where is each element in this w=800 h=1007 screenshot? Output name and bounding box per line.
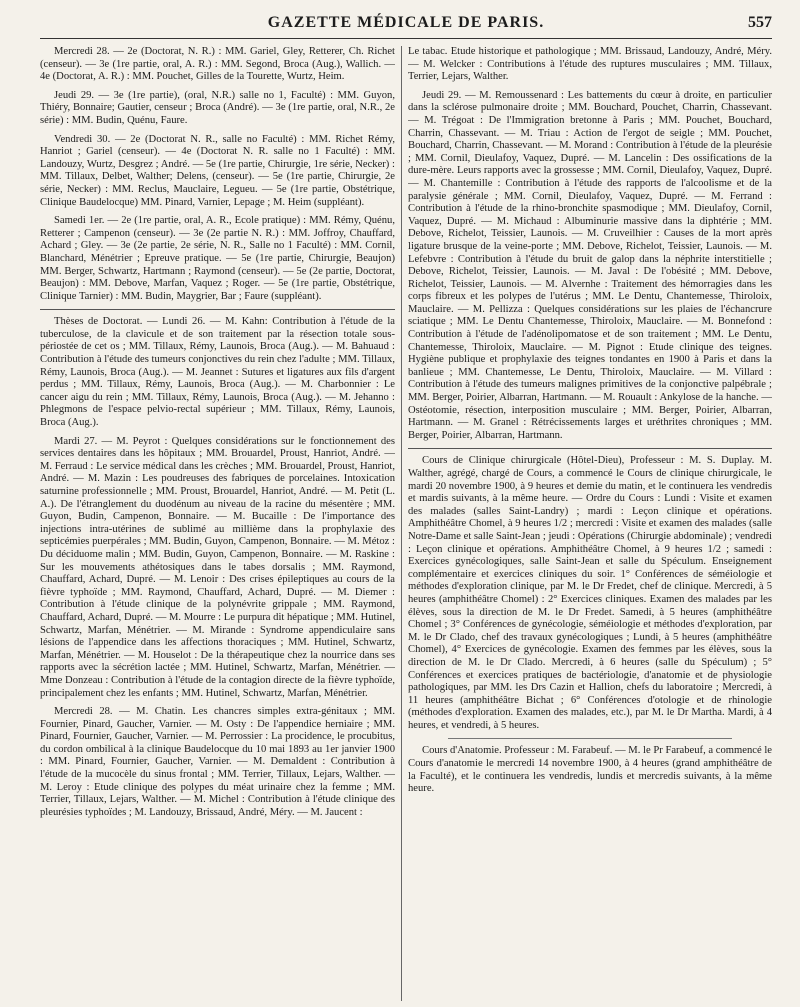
exam-schedule-samedi: Samedi 1er. — 2e (1re partie, oral, A. R., Ecole pratique) : MM. Rémy, Quénu, Retterer ; Campenon (censeur). — 3e (2e partie N. R.) : MM. Joffroy, Chauffard, Achard ; Gley. — 3e (2e partie, 2e série, N. R., Salle no 1 Faculté) : MM. Cornil, Blanchard, Ménétrier ; Epreuve pratique. — 5e (1re partie, Chirurgie, Beaujon) MM. Berger, Schwartz, Hartmann ; Raymond (censeur). — 5e (2e partie, Doctorat, Beaujon) : MM. Debove, Marfan, Vaquez ; Roger. — 5e (1re partie, Obstétrique, Clinique Tarnier) : MM. Budin, Maygrier, Bar ; Faure (suppléant). bbox=[40, 215, 395, 302]
theses-jeudi: Jeudi 29. — M. Remoussenard : Les battements du cœur à droite, en particulier dans la sclérose pulmonaire droite ; MM. Bouchard, Pouchet, Charrin, Chassevant. — M. Trégoat : De l'Immigration bretonne à Paris ; MM. Pouchet, Bouchard, Charrin, Chassevant. — M. Triau : Action de l'ergot de seigle ; MM. Pouchet, Bouchard, Charrin, Chassevant. — M. Morand : Contribution à l'étude de la pleurésie ; MM. Cornil, Dieulafoy, Vaquez, Dupré. — M. Lancelin : Des ossifications de la dure-mère. Leurs rapports avec la grossesse ; MM. Cornil, Dieulafoy, Vaquez, Dupré. — M. Chantemille : Contribution à l'étude des rapports de l'alcoolisme et de la paralysie générale ; MM. Cornil, Dieulafoy, Vaquez, Dupré. — M. Ferrand : Contribution à l'étude de la rhino-bronchite spasmodique ; MM. Dieulafoy, Cornil, Vaquez, Dupré. — M. Michaud : Albuminurie massive dans la diphtérie ; MM. Debove, Richelot, Teissier, Launois. — M. Cruveilhier : Causes de la mort après ligature brusque de la veine-porte ; MM. Debove, Richelot, Teissier, Launois. — M. Lefebvre : Contribution à l'étude du bruit de galop dans la néphrite interstitielle ; Debove, Richelot, Teissier, Launois. — M. Javal : De l'obésité ; MM. Debove, Richelot, Teissier, Launois. — M. Alvernhe : Traitement des hémorragies dans les corps fibreux et les polypes de l'utérus ; MM. Le Dentu, Chantemesse, Thiroloix, Mauclaire. — M. Pellizza : Quelques considérations sur les plaies de l'échancrure sciatique ; MM. Le Dentu Chantemesse, Thiroloix, Mauclaire. — M. Bonnefond : Contribution à l'étude de l'adénolipomatose et de son traitement ; MM. Le Dentu, Chantemesse, Thiroloix, Mauclaire. — M. Pignot : Etude clinique des teignes. Hygiène publique et prophylaxie des teignes tondantes en 1900 à Paris et dans la banlieue ; MM. Chantemesse, Le Dentu, Thiroloix, Mauclaire. — M. Villard : Contribution à l'étude des tumeurs malignes primitives de la conjonctive palpébrale ; MM. Berger, Poirier, Albarran, Hartmann. — M. Rouault : Ankylose de la hanche. — Ostéotomie, résection, interposition musculaire ; MM. Berger, Poirier, Albarran, Hartmann. — M. Granel : Rétrécissements larges et uréthrites chroniques ; MM. Berger, Poirier, Albarran, Hartmann. bbox=[408, 89, 772, 441]
cours-anatomie: Cours d'Anatomie. Professeur : M. Farabeuf. — M. le Pr Farabeuf, a commencé le Cours d'anatomie le mercredi 14 novembre 1900, à 4 heures (grand amphithéâtre de la Faculté), et le continuera les vendredis, lundis et mercredis suivants, à la même heure. bbox=[408, 745, 772, 795]
running-title: GAZETTE MÉDICALE DE PARIS. bbox=[267, 14, 545, 31]
short-rule bbox=[448, 738, 732, 739]
exam-schedule-jeudi: Jeudi 29. — 3e (1re partie), (oral, N.R.) salle no 1, Faculté) : MM. Guyon, Thiéry, Bonnaire; Gautier, censeur ; Broca (André). — 3e (1re partie, oral, N.R., 2e série) : MM. Budin, Quénu, Faure. bbox=[40, 89, 395, 126]
section-divider bbox=[408, 448, 772, 449]
theses-lundi: Thèses de Doctorat. — Lundi 26. — M. Kahn: Contribution à l'étude de la tuberculose, de la clavicule et de son traitement par la résection totale sous-périostée de cet os ; MM. Tillaux, Rémy, Launois, Broca (Aug.). — M. Bahuaud : Contribution à l'étude des tumeurs conjonctives du rein chez l'adulte ; MM. Tillaux, Rémy, Launois, Broca (Aug.). — M. Jeannet : Sutures et ligatures aux fils d'argent perdus ; MM. Tillaux, Rémy, Launois, Broca (Aug.). — M. Charbonnier : Le cancer aigu du rein ; MM. Tillaux, Rémy, Launois, Broca (Aug.). — M. Jehanno : Phlegmons de l'espace pelvio-rectal supérieur ; MM. Tillaux, Rémy, Launois, Broca (Aug.). bbox=[40, 316, 395, 429]
theses-mercredi-continued: Le tabac. Etude historique et pathologique ; MM. Brissaud, Landouzy, André, Méry. — M. Welcker : Contributions à l'étude des ruptures musculaires ; MM. Tillaux, Terrier, Lejars, Walther. bbox=[408, 46, 772, 83]
exam-schedule-mercredi: Mercredi 28. — 2e (Doctorat, N. R.) : MM. Gariel, Gley, Retterer, Ch. Richet (censeur). — 3e (1re partie, oral, A. R.) : MM. Segond, Broca (Aug.), Wallich. — 4e (Doctorat, A. R.) : MM. Pouchet, Gilles de la Tourette, Wurtz, Heim. bbox=[40, 46, 395, 83]
page-number: 557 bbox=[748, 14, 772, 31]
theses-mercredi: Mercredi 28. — M. Chatin. Les chancres simples extra-génitaux ; MM. Fournier, Pinard, Gaucher, Varnier. — M. Osty : De l'appendice herniaire ; MM. Pinard, Fournier, Gaucher, Varnier. — M. Perrossier : La procidence, le procubitus, du cordon ombilical à la clinique Baudelocque du 10 mai 1893 au 1er janvier 1900 : MM. Pinard, Fournier, Gaucher, Varnier. — M. Demaldent : Contribution à l'étude de la mucocèle du sinus frontal ; MM. Terrier, Tillaux, Lejars, Walther. — M. Leroy : Etude clinique des polypes du méat urinaire chez la femme ; MM. Terrier, Tillaux, Lejars, Walther. — M. Michel : Contribution à l'étude clinique des pleurésies typhoïdes ; M. Landouzy, Brissaud, André, Méry. — M. Jaucent : bbox=[40, 706, 395, 818]
left-column bbox=[40, 46, 395, 1003]
cours-clinique-chirurgicale: Cours de Clinique chirurgicale (Hôtel-Dieu), Professeur : M. S. Duplay. M. Walther, agrégé, chargé de Cours, a commencé le Cours de clinique chirurgicale, le mardi 20 novembre 1900, à 9 heures et demie du matin, et le continuera les vendredis et mardis suivants, à la même heure. — Ordre du Cours : Lundi : Visite et examen des malades (salles Saint-Landry) ; mardi : Leçon clinique et opérations. Amphithéâtre Chomel, à 9 heures 1/2 ; mercredi : Visite et examen des malades (salle Notre-Dame et salle Saint-Jean ; jeudi : Opérations (Chirurgie abdominale) ; vendredi : Leçon clinique et opérations. Amphithéâtre Chomel, à 9 heures 1/2 ; samedi : Exercices gynécologiques, salle Saint-Jean et salle du Spéculum. Enseignement complémentaire et exercices cliniques du soir. 1° Conférences de séméiologie et méthodes d'exploration clinique, par M. le Dr Fredet, chef de clinique. Mercredi, à 5 heures (amphithéâtre Chomel) : 2° Exercices cliniques. Examen des malades par les élèves, sous la direction de M. le Dr Fredet. Samedi, à 5 heures (amphithéâtre Chomel ; 3° Conférences de gynécologie, séméiologie et méthodes d'exploration, par M. le Dr Clado, chef des travaux gynécologiques ; Lundi, à 5 heures (amphithéâtre Chomel), 4° Exercices de gynécologie. Examen des femmes par les élèves, sous la direction de M. le Dr Clado. Mercredi, à 6 heures (salle du Spéculum) ; 5° Conférences et exercices pratiques de bactériologie, d'anatomie et de physiologie pathologiques, par MM. les Drs Cazin et Hallion, chefs du laboratoire ; Mercredi, à 11 heures (amphithéâtre Bichat ; 6° Conférences d'otologie et de rhinologie (méthodes d'exploration. Examen des malades, etc.), par M. le Dr Martha. Mardi, à 4 heures, et vendredi, à 5 heures. bbox=[408, 455, 772, 731]
page-header bbox=[40, 12, 772, 39]
section-divider bbox=[40, 309, 395, 310]
column-rule bbox=[401, 46, 402, 1001]
exam-schedule-vendredi: Vendredi 30. — 2e (Doctorat N. R., salle no Faculté) : MM. Richet Rémy, Hanriot ; Gariel (censeur). — 4e (Doctorat N. R. salle no 1 Faculté) : MM. Landouzy, Wurtz, Desgrez ; André. — 5e (1re partie, Chirurgie, 1re série, Necker) : MM. Tillaux, Delbet, Walther; Delens, (censeur). — 5e (1re partie, Chirurgie, 2e série, Necker) : MM. Reclus, Mauclaire, Legueu. — 5e (1re partie, Obstétrique, Clinique Baudelocque) MM. Pinard, Varnier, Lepage ; M. Heim (suppléant). bbox=[40, 133, 395, 208]
theses-mardi: Mardi 27. — M. Peyrot : Quelques considérations sur le fonctionnement des services dentaires dans les hôpitaux ; MM. Brouardel, Proust, Hanriot, André. — M. Ferraud : Le service médical dans les crèches ; MM. Brouardel, Proust, Hanriot, André. — M. Mazin : Les poudreuses des fabriques de porcelaines. Intoxication saturnine professionnelle ; MM. Proust, Brouardel, Hanriot, André. — M. Petit (L. A.). De l'étranglement du duodénum au niveau de la racine du mésentère ; MM. Guyon, Budin, Campenon, Bonnaire. — M. Bucaille : De l'importance des injections intra-utérines de sublimé au millième dans la prophylaxie des septicémies puerpérales ; MM. Budin, Guyon, Campenon, Bonnaire. — M. Métoz : Du déciduome malin ; MM. Budin, Guyon, Campenon, Bonnaire. — M. Raskine : Sur les mouvements athétosiques dans le tabes dorsalis ; MM. Raymond, Chauffard, Achard, Dupré. — M. Lenoir : Des crises épileptiques au cours de la fièvre typhoïde ; MM. Raymond, Chauffard, Achard, Dupré. — M. Diemer : Contribution à l'étude clinique de la polynévrite grippale ; MM. Raymond, Chauffard, Achard, Dupré. — M. Mourre : Le purpura dit hépatique ; MM. Hutinel, Schwartz, Marfan, Ménétrier. — M. Mirande : Syndrome appendiculaire sans lésions de l'appendice dans les affections thoraciques ; MM. Hutinel, Schwartz, Marfan, Ménétrier. — M. Houselot : De la thérapeutique chez la nourrice dans ses rapports avec la sécrétion lactée ; MM. Hutinel, Schwartz, Marfan, Ménétrier. — Mme Donzeau : Contribution à l'étude de la contagion directe de la fièvre typhoïde, principalement chez les enfants ; MM. Hutinel, Schwartz, Marfan, Ménétrier. bbox=[40, 435, 395, 699]
right-column bbox=[408, 46, 772, 1003]
